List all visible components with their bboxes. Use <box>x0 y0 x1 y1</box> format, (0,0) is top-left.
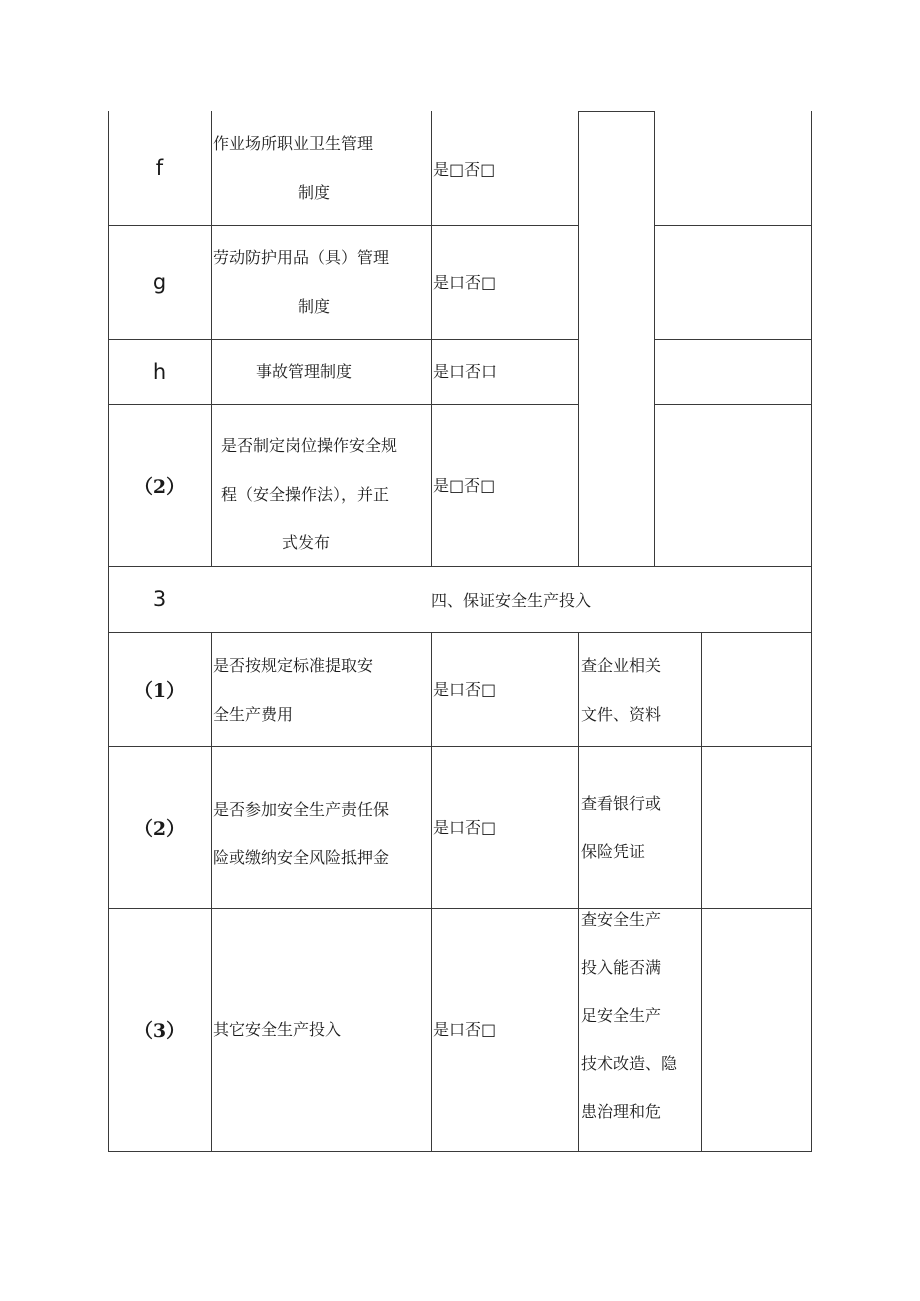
method-text-line: 保险凭证 <box>581 842 646 861</box>
row-number-text: g <box>152 270 167 294</box>
row-number <box>108 746 211 908</box>
method-text <box>581 792 661 816</box>
column-border <box>431 111 432 567</box>
item-text <box>221 483 389 507</box>
row-border <box>578 111 654 112</box>
section-number <box>108 566 211 632</box>
method-text <box>581 840 645 864</box>
row-number <box>108 908 211 1151</box>
method-text-line: 技术改造、隐 <box>581 1054 678 1073</box>
row-border <box>654 339 812 340</box>
method-text <box>581 896 677 1136</box>
item-text-line: 其它安全生产投入 <box>213 1020 342 1039</box>
section-number-text: 3 <box>152 587 167 611</box>
method-text-line: 足安全生产 <box>581 1006 662 1025</box>
item-text-line: 险或缴纳安全风险抵押金 <box>213 848 390 867</box>
item-text <box>256 360 352 384</box>
item-text-line: 程（安全操作法），并正 <box>221 485 390 504</box>
item-text-line: 制度 <box>298 297 331 316</box>
row-border <box>108 908 812 909</box>
row-number-text: h <box>152 359 167 384</box>
row-number <box>108 404 211 566</box>
row-border <box>654 404 812 405</box>
method-text-line: 投入能否满 <box>581 958 662 977</box>
item-text <box>213 846 389 870</box>
item-text-line: 是否参加安全生产责任保 <box>213 800 390 819</box>
column-border <box>654 111 655 567</box>
method-text-line: 患治理和危 <box>581 1102 662 1121</box>
item-text <box>221 434 397 458</box>
item-text <box>213 654 373 678</box>
row-border <box>108 746 812 747</box>
method-text <box>581 654 661 678</box>
item-text-line: 是否制定岗位操作安全规 <box>221 436 398 455</box>
row-number-text: （3） <box>133 1020 186 1042</box>
column-border <box>701 632 702 1152</box>
check-status[interactable]: 是口否口 <box>433 362 498 381</box>
item-text <box>213 1018 341 1042</box>
row-number-text: f <box>155 156 164 180</box>
row-number <box>108 339 211 404</box>
check-status[interactable]: 是口否□ <box>433 273 497 292</box>
column-border <box>811 111 812 1152</box>
check-status[interactable]: 是口否□ <box>433 680 497 699</box>
method-text <box>581 703 661 727</box>
item-text <box>213 132 373 156</box>
method-text-line: 查安全生产 <box>581 910 662 929</box>
method-text-line: 文件、资料 <box>581 705 662 724</box>
check-status[interactable]: 是口否□ <box>433 818 497 837</box>
row-number-text: （1） <box>133 679 186 702</box>
method-text-line: 查企业相关 <box>581 656 662 675</box>
row-border <box>654 225 812 226</box>
column-border <box>578 632 579 1152</box>
method-text-line: 查看银行或 <box>581 794 662 813</box>
item-text-line: 式发布 <box>282 533 331 552</box>
check-status[interactable]: 是□否□ <box>433 160 496 179</box>
item-text-line: 劳动防护用品（具）管理 <box>213 248 390 267</box>
item-text <box>213 246 389 270</box>
column-border <box>578 111 579 567</box>
row-number-text: （2） <box>133 475 186 498</box>
row-number <box>108 632 211 746</box>
row-number <box>108 111 211 225</box>
item-text-line: 作业场所职业卫生管理 <box>213 134 374 153</box>
item-text-line: 制度 <box>298 183 331 202</box>
check-status[interactable]: 是口否□ <box>433 1020 497 1039</box>
column-border <box>431 632 432 1152</box>
item-text <box>298 181 330 205</box>
item-text-line: 全生产费用 <box>213 705 294 724</box>
item-text <box>213 798 389 822</box>
column-border <box>211 632 212 1152</box>
check-status[interactable]: 是□否□ <box>433 476 496 495</box>
section-title <box>211 566 811 632</box>
item-text <box>298 295 330 319</box>
column-border <box>211 111 212 567</box>
item-text <box>213 703 293 727</box>
section-title-text: 四、保证安全生产投入 <box>430 590 591 610</box>
row-border <box>108 1151 812 1152</box>
row-border <box>108 632 812 633</box>
item-text-line: 是否按规定标准提取安 <box>213 656 374 675</box>
row-number-text: （2） <box>133 817 186 840</box>
item-text-line: 事故管理制度 <box>256 362 353 381</box>
item-text <box>282 531 330 555</box>
row-number <box>108 225 211 339</box>
